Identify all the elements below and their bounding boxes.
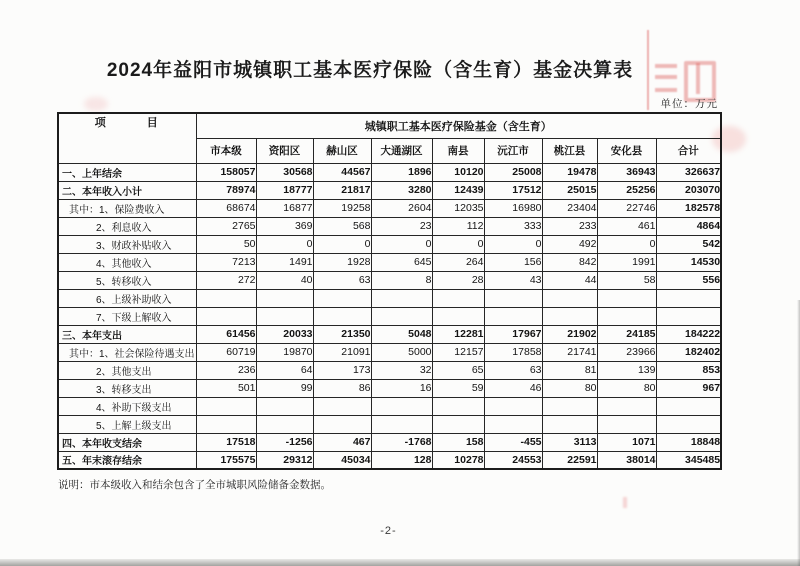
table-row xyxy=(58,379,721,397)
value-cell: 1896 xyxy=(371,163,432,181)
page-title: 2024年益阳市城镇职工基本医疗保险（含生育）基金决算表 xyxy=(106,60,634,81)
row-label: 5、转移收入 xyxy=(58,271,196,289)
value-cell: 645 xyxy=(371,253,432,271)
page-number: -2- xyxy=(380,525,397,537)
row-label: 2、其他支出 xyxy=(58,361,196,379)
value-cell: 12157 xyxy=(432,343,484,361)
value-cell: 842 xyxy=(542,253,597,271)
table-row xyxy=(58,289,721,307)
fund-table xyxy=(57,112,722,470)
value-cell: 233 xyxy=(542,217,597,235)
table-row xyxy=(58,415,721,433)
value-cell: 264 xyxy=(432,253,484,271)
row-label: 4、补助下级支出 xyxy=(58,397,196,415)
footnote: 说明：市本级收入和结余包含了全市城职风险储备金数据。 xyxy=(58,479,331,491)
value-cell xyxy=(371,307,432,325)
row-label: 6、上级补助收入 xyxy=(58,289,196,307)
table-row xyxy=(58,271,721,289)
district-column-header: 大通湖区 xyxy=(371,138,432,163)
value-cell: 81 xyxy=(542,361,597,379)
row-label: 二、本年收入小计 xyxy=(58,181,196,199)
value-cell: 10278 xyxy=(432,451,484,469)
value-cell xyxy=(256,415,313,433)
table-row xyxy=(58,397,721,415)
value-cell: 68674 xyxy=(196,199,256,217)
value-cell xyxy=(313,289,371,307)
value-cell: -455 xyxy=(484,433,542,451)
value-cell xyxy=(371,289,432,307)
stamp-smudge xyxy=(623,497,627,508)
value-cell: 156 xyxy=(484,253,542,271)
value-cell xyxy=(597,289,656,307)
value-cell xyxy=(371,415,432,433)
value-cell: 175575 xyxy=(196,451,256,469)
value-cell: 3280 xyxy=(371,181,432,199)
value-cell: 32 xyxy=(371,361,432,379)
value-cell: 44567 xyxy=(313,163,371,181)
district-column-header: 市本级 xyxy=(196,138,256,163)
district-column-header: 南县 xyxy=(432,138,484,163)
value-cell: 22591 xyxy=(542,451,597,469)
value-cell: 19258 xyxy=(313,199,371,217)
value-cell: 333 xyxy=(484,217,542,235)
value-cell: 17967 xyxy=(484,325,542,343)
value-cell: 36943 xyxy=(597,163,656,181)
value-cell: 65 xyxy=(432,361,484,379)
row-label: 四、本年收支结余 xyxy=(58,433,196,451)
value-cell xyxy=(432,397,484,415)
value-cell xyxy=(196,415,256,433)
total-value-cell: 182402 xyxy=(656,343,721,361)
group-header-row xyxy=(58,113,721,138)
value-cell: 45034 xyxy=(313,451,371,469)
table-row xyxy=(58,199,721,217)
value-cell: 64 xyxy=(256,361,313,379)
value-cell: 1928 xyxy=(313,253,371,271)
value-cell: 17512 xyxy=(484,181,542,199)
table-row xyxy=(58,361,721,379)
value-cell xyxy=(542,307,597,325)
value-cell: 19870 xyxy=(256,343,313,361)
value-cell: 24553 xyxy=(484,451,542,469)
value-cell xyxy=(256,289,313,307)
value-cell: 29312 xyxy=(256,451,313,469)
item-column-header: 项 目 xyxy=(58,113,196,163)
value-cell: 173 xyxy=(313,361,371,379)
value-cell: 568 xyxy=(313,217,371,235)
value-cell: 0 xyxy=(313,235,371,253)
value-cell: 46 xyxy=(484,379,542,397)
value-cell: 8 xyxy=(371,271,432,289)
district-column-header: 资阳区 xyxy=(256,138,313,163)
total-value-cell: 967 xyxy=(656,379,721,397)
row-label: 3、转移支出 xyxy=(58,379,196,397)
value-cell: 12035 xyxy=(432,199,484,217)
value-cell: 21902 xyxy=(542,325,597,343)
value-cell xyxy=(256,307,313,325)
row-label: 4、其他收入 xyxy=(58,253,196,271)
value-cell xyxy=(432,415,484,433)
value-cell xyxy=(196,397,256,415)
row-label: 一、上年结余 xyxy=(58,163,196,181)
total-value-cell: 542 xyxy=(656,235,721,253)
value-cell: 467 xyxy=(313,433,371,451)
row-label: 其中：1、社会保险待遇支出 xyxy=(58,343,196,361)
value-cell: 0 xyxy=(256,235,313,253)
row-label: 三、本年支出 xyxy=(58,325,196,343)
value-cell: 10120 xyxy=(432,163,484,181)
value-cell xyxy=(256,397,313,415)
value-cell xyxy=(313,415,371,433)
value-cell xyxy=(542,415,597,433)
value-cell: 5048 xyxy=(371,325,432,343)
value-cell: 17858 xyxy=(484,343,542,361)
scan-edge-bottom xyxy=(0,559,800,566)
total-value-cell: 326637 xyxy=(656,163,721,181)
value-cell xyxy=(484,307,542,325)
value-cell: 17518 xyxy=(196,433,256,451)
district-column-header: 桃江县 xyxy=(542,138,597,163)
value-cell: 12439 xyxy=(432,181,484,199)
value-cell: 19478 xyxy=(542,163,597,181)
value-cell xyxy=(432,289,484,307)
value-cell: 22746 xyxy=(597,199,656,217)
value-cell: 63 xyxy=(484,361,542,379)
value-cell xyxy=(597,397,656,415)
value-cell: 78974 xyxy=(196,181,256,199)
value-cell xyxy=(313,397,371,415)
value-cell: 21350 xyxy=(313,325,371,343)
value-cell xyxy=(542,289,597,307)
total-value-cell: 182578 xyxy=(656,199,721,217)
value-cell: 20033 xyxy=(256,325,313,343)
table-body xyxy=(58,163,721,469)
value-cell: 50 xyxy=(196,235,256,253)
value-cell: 38014 xyxy=(597,451,656,469)
value-cell: 16 xyxy=(371,379,432,397)
value-cell: 1071 xyxy=(597,433,656,451)
value-cell: 80 xyxy=(597,379,656,397)
value-cell: 28 xyxy=(432,271,484,289)
stamp-smudge xyxy=(84,97,108,111)
value-cell: 112 xyxy=(432,217,484,235)
value-cell: 63 xyxy=(313,271,371,289)
value-cell: 59 xyxy=(432,379,484,397)
value-cell: 492 xyxy=(542,235,597,253)
value-cell: 21741 xyxy=(542,343,597,361)
value-cell: 40 xyxy=(256,271,313,289)
total-value-cell: 853 xyxy=(656,361,721,379)
value-cell: 24185 xyxy=(597,325,656,343)
table-row xyxy=(58,217,721,235)
value-cell: 12281 xyxy=(432,325,484,343)
total-value-cell xyxy=(656,289,721,307)
unit-label: 单位：万元 xyxy=(660,98,718,110)
value-cell: 0 xyxy=(484,235,542,253)
value-cell: 58 xyxy=(597,271,656,289)
value-cell: 3113 xyxy=(542,433,597,451)
value-cell xyxy=(597,307,656,325)
value-cell: 86 xyxy=(313,379,371,397)
value-cell: 1491 xyxy=(256,253,313,271)
value-cell: 25008 xyxy=(484,163,542,181)
table-row xyxy=(58,163,721,181)
value-cell: 99 xyxy=(256,379,313,397)
total-value-cell: 4864 xyxy=(656,217,721,235)
value-cell: 0 xyxy=(597,235,656,253)
value-cell: 23966 xyxy=(597,343,656,361)
total-value-cell xyxy=(656,415,721,433)
row-label: 2、利息收入 xyxy=(58,217,196,235)
value-cell: 23 xyxy=(371,217,432,235)
total-value-cell: 203070 xyxy=(656,181,721,199)
table-row xyxy=(58,181,721,199)
table-row xyxy=(58,307,721,325)
total-value-cell: 345485 xyxy=(656,451,721,469)
total-value-cell: 18848 xyxy=(656,433,721,451)
value-cell: -1768 xyxy=(371,433,432,451)
value-cell xyxy=(432,307,484,325)
value-cell xyxy=(484,415,542,433)
value-cell: 2604 xyxy=(371,199,432,217)
value-cell: 61456 xyxy=(196,325,256,343)
value-cell: 25015 xyxy=(542,181,597,199)
table-row xyxy=(58,451,721,469)
value-cell: 139 xyxy=(597,361,656,379)
value-cell: 7213 xyxy=(196,253,256,271)
value-cell: 80 xyxy=(542,379,597,397)
value-cell: 21091 xyxy=(313,343,371,361)
value-cell: 236 xyxy=(196,361,256,379)
value-cell: 44 xyxy=(542,271,597,289)
value-cell xyxy=(371,397,432,415)
value-cell: 158 xyxy=(432,433,484,451)
value-cell: 2765 xyxy=(196,217,256,235)
value-cell: 18777 xyxy=(256,181,313,199)
value-cell xyxy=(484,289,542,307)
value-cell: 23404 xyxy=(542,199,597,217)
district-column-header: 合计 xyxy=(656,138,721,163)
row-label: 5、上解上级支出 xyxy=(58,415,196,433)
table-row xyxy=(58,343,721,361)
district-column-header: 安化县 xyxy=(597,138,656,163)
value-cell: 30568 xyxy=(256,163,313,181)
value-cell: 0 xyxy=(371,235,432,253)
value-cell: 16877 xyxy=(256,199,313,217)
value-cell: 369 xyxy=(256,217,313,235)
table-row xyxy=(58,253,721,271)
table-row xyxy=(58,325,721,343)
value-cell: 60719 xyxy=(196,343,256,361)
row-label: 其中：1、保险费收入 xyxy=(58,199,196,217)
value-cell: 0 xyxy=(432,235,484,253)
value-cell: -1256 xyxy=(256,433,313,451)
value-cell: 21817 xyxy=(313,181,371,199)
district-column-header: 赫山区 xyxy=(313,138,371,163)
value-cell: 16980 xyxy=(484,199,542,217)
value-cell: 461 xyxy=(597,217,656,235)
total-value-cell: 14530 xyxy=(656,253,721,271)
value-cell: 43 xyxy=(484,271,542,289)
value-cell: 158057 xyxy=(196,163,256,181)
table-row xyxy=(58,433,721,451)
value-cell: 1991 xyxy=(597,253,656,271)
row-label: 3、财政补贴收入 xyxy=(58,235,196,253)
total-value-cell: 556 xyxy=(656,271,721,289)
table-row xyxy=(58,235,721,253)
value-cell xyxy=(542,397,597,415)
row-label: 7、下级上解收入 xyxy=(58,307,196,325)
value-cell: 128 xyxy=(371,451,432,469)
row-label: 五、年末滚存结余 xyxy=(58,451,196,469)
value-cell: 501 xyxy=(196,379,256,397)
value-cell: 5000 xyxy=(371,343,432,361)
group-column-header: 城镇职工基本医疗保险基金（含生育） xyxy=(196,113,721,138)
value-cell: 272 xyxy=(196,271,256,289)
value-cell xyxy=(597,415,656,433)
value-cell xyxy=(484,397,542,415)
value-cell: 25256 xyxy=(597,181,656,199)
total-value-cell: 184222 xyxy=(656,325,721,343)
total-value-cell xyxy=(656,307,721,325)
value-cell xyxy=(196,307,256,325)
value-cell xyxy=(313,307,371,325)
value-cell xyxy=(196,289,256,307)
district-column-header: 沅江市 xyxy=(484,138,542,163)
total-value-cell xyxy=(656,397,721,415)
